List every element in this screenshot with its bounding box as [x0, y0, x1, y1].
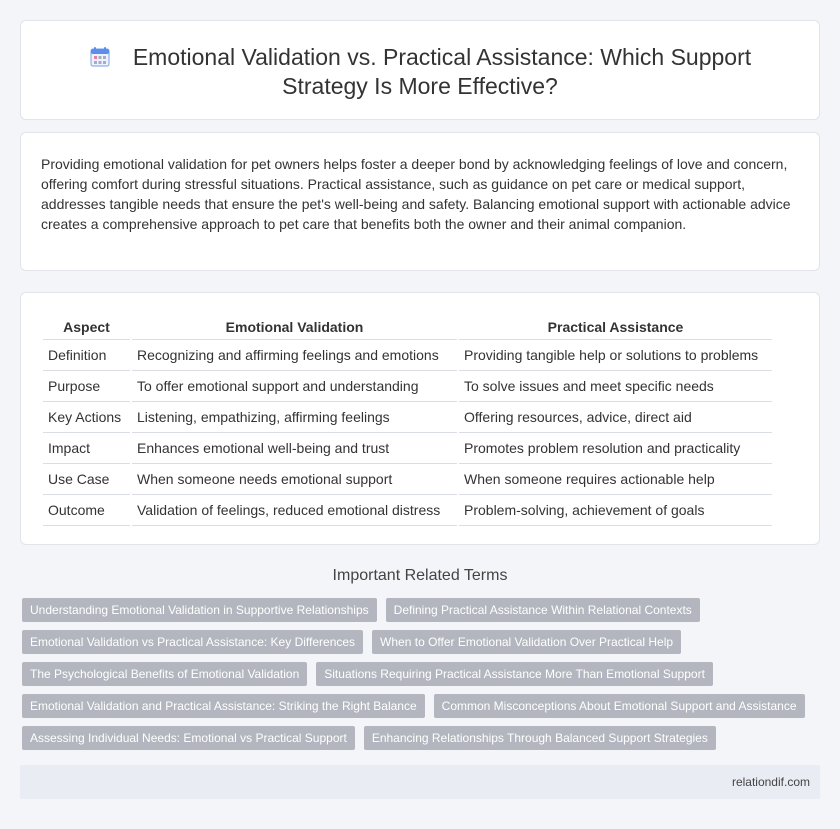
- summary-text: Providing emotional validation for pet owners helps foster a deeper bond by acknowledging feelings of love and concern, offering comfort during stressful situations. Practical assistance, such as guidance on pet care or medical support, addresses tangible needs that ensure the pet's well-being and safety. Balancing emotional support with actionable advice creates a comprehensive approach to pet care that benefits both the owner and their animal companion.: [41, 156, 791, 232]
- row-aspect: Use Case: [43, 463, 131, 494]
- related-term-link[interactable]: The Psychological Benefits of Emotional Validation: [22, 662, 307, 686]
- row-aspect: Impact: [43, 432, 131, 463]
- related-term-link[interactable]: Emotional Validation and Practical Assistance: Striking the Right Balance: [22, 694, 425, 718]
- table-row: [43, 494, 773, 525]
- table-row: [43, 432, 773, 463]
- related-term-link[interactable]: Understanding Emotional Validation in Supportive Relationships: [22, 598, 377, 622]
- header-practical-assistance: Practical Assistance: [458, 311, 773, 339]
- footer: [20, 765, 820, 799]
- page-title: Emotional Validation vs. Practical Assistance: Which Support Strategy Is More Effective?: [132, 44, 752, 99]
- row-aspect: Key Actions: [43, 401, 131, 432]
- related-terms-heading: Important Related Terms: [332, 567, 508, 584]
- page-title-row: [21, 43, 819, 101]
- related-term-link[interactable]: Defining Practical Assistance Within Relational Contexts: [386, 598, 700, 622]
- related-term-link[interactable]: Assessing Individual Needs: Emotional vs Practical Support: [22, 726, 355, 750]
- related-term-link[interactable]: Situations Requiring Practical Assistance More Than Emotional Support: [316, 662, 713, 686]
- row-aspect: Purpose: [43, 370, 131, 401]
- comparison-table: [43, 311, 774, 526]
- title-card: [20, 20, 820, 120]
- summary-card: [20, 132, 820, 271]
- calendar-icon: [89, 46, 111, 68]
- row-emotional: Enhances emotional well-being and trust: [131, 432, 458, 463]
- row-practical: Providing tangible help or solutions to problems: [458, 339, 773, 370]
- row-emotional: When someone needs emotional support: [131, 463, 458, 494]
- row-emotional: Recognizing and affirming feelings and emotions: [131, 339, 458, 370]
- related-term-link[interactable]: When to Offer Emotional Validation Over Practical Help: [372, 630, 681, 654]
- row-practical: When someone requires actionable help: [458, 463, 773, 494]
- row-emotional: Validation of feelings, reduced emotional distress: [131, 494, 458, 525]
- table-header-row: [43, 311, 773, 339]
- row-emotional: To offer emotional support and understanding: [131, 370, 458, 401]
- row-practical: To solve issues and meet specific needs: [458, 370, 773, 401]
- row-aspect: Outcome: [43, 494, 131, 525]
- header-emotional-validation: Emotional Validation: [131, 311, 458, 339]
- row-practical: Promotes problem resolution and practicality: [458, 432, 773, 463]
- row-practical: Offering resources, advice, direct aid: [458, 401, 773, 432]
- related-term-link[interactable]: Enhancing Relationships Through Balanced Support Strategies: [364, 726, 716, 750]
- table-row: [43, 370, 773, 401]
- table-row: [43, 401, 773, 432]
- site-name[interactable]: relationdif.com: [731, 775, 810, 789]
- row-practical: Problem-solving, achievement of goals: [458, 494, 773, 525]
- related-term-link[interactable]: Emotional Validation vs Practical Assistance: Key Differences: [22, 630, 363, 654]
- table-row: [43, 339, 773, 370]
- comparison-card: [20, 292, 820, 545]
- table-row: [43, 463, 773, 494]
- header-aspect: Aspect: [43, 311, 131, 339]
- row-emotional: Listening, empathizing, affirming feelings: [131, 401, 458, 432]
- related-terms-list: [22, 598, 822, 758]
- related-term-link[interactable]: Common Misconceptions About Emotional Support and Assistance: [434, 694, 805, 718]
- row-aspect: Definition: [43, 339, 131, 370]
